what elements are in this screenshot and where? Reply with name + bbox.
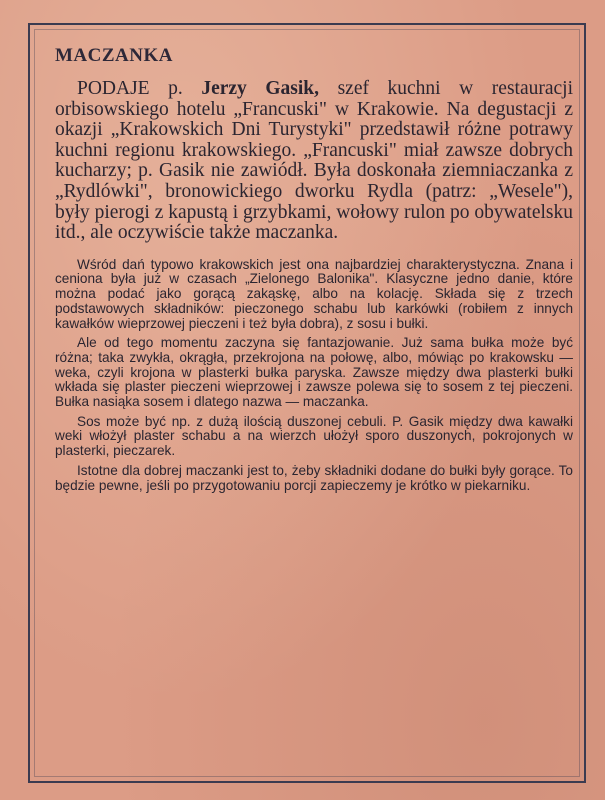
article-paragraph-4: Istotne dla dobrej maczanki jest to, żeby składniki dodane do bułki były gorące. To będzie pewne, jeśli po przygotowaniu porcji zapieczemy je krótko w piekarniku.: [55, 462, 573, 493]
article-title: MACZANKA: [55, 45, 173, 66]
article-paragraph-2: Ale od tego momentu zaczyna się fantazjowanie. Już sama bułka może być różna; taka zwykła, okrągła, przekrojona na połowę, albo, mówiąc po krakowsku — weka, czyli krojona w plasterki bułka paryska. Zawsze między dwa plasterki bułki wkłada się plaster pieczeni wieprzowej i zawsze polewa się to sosem z tej pieczeni. Bułka nasiąka sosem i dlatego nazwa — maczanka.: [55, 335, 573, 410]
article-lead: [55, 79, 573, 244]
article-paragraph-1: Wśród dań typowo krakowskich jest ona najbardziej charakterystyczna. Znana i ceniona była już w czasach „Zielonego Balonika". Klasyczne jedno danie, które można podać jako gorącą zakąskę, albo na kolację. Składa się z trzech podstawowych składników: pieczonego schabu lub karkówki (robiłem z innych kawałków wieprzowej pieczeni i też była dobra), z sosu i bułki.: [55, 256, 573, 331]
article-content: [55, 45, 573, 498]
lead-author: Jerzy Gasik,: [201, 78, 320, 99]
lead-text: szef kuchni w restauracji orbisowskiego hotelu „Francuski" w Krakowie. Na degustacji z okazji „Krakowskich Dni Turystyki" przedstawił różne potrawy kuchni regionu krakowskiego. „Francuski" miał zawsze dobrych kucharzy; p. Gasik nie zawiódł. Była doskonała ziemniaczanka z „Rydlówki", bronowickiego dworku Rydla (patrz: „Wesele"), były pierogi z kapustą i grzybkami, wołowy rulon po obywatelsku itd., ale oczywiście także maczanka.: [55, 78, 574, 244]
lead-opening: PODAJE p.: [77, 78, 183, 99]
article-paragraph-3: Sos może być np. z dużą ilością duszonej cebuli. P. Gasik między dwa kawałki weki włożył plaster schabu a na wierzch ułożył sporo duszonych, pokrojonych w plasterki, pieczarek.: [55, 413, 573, 459]
